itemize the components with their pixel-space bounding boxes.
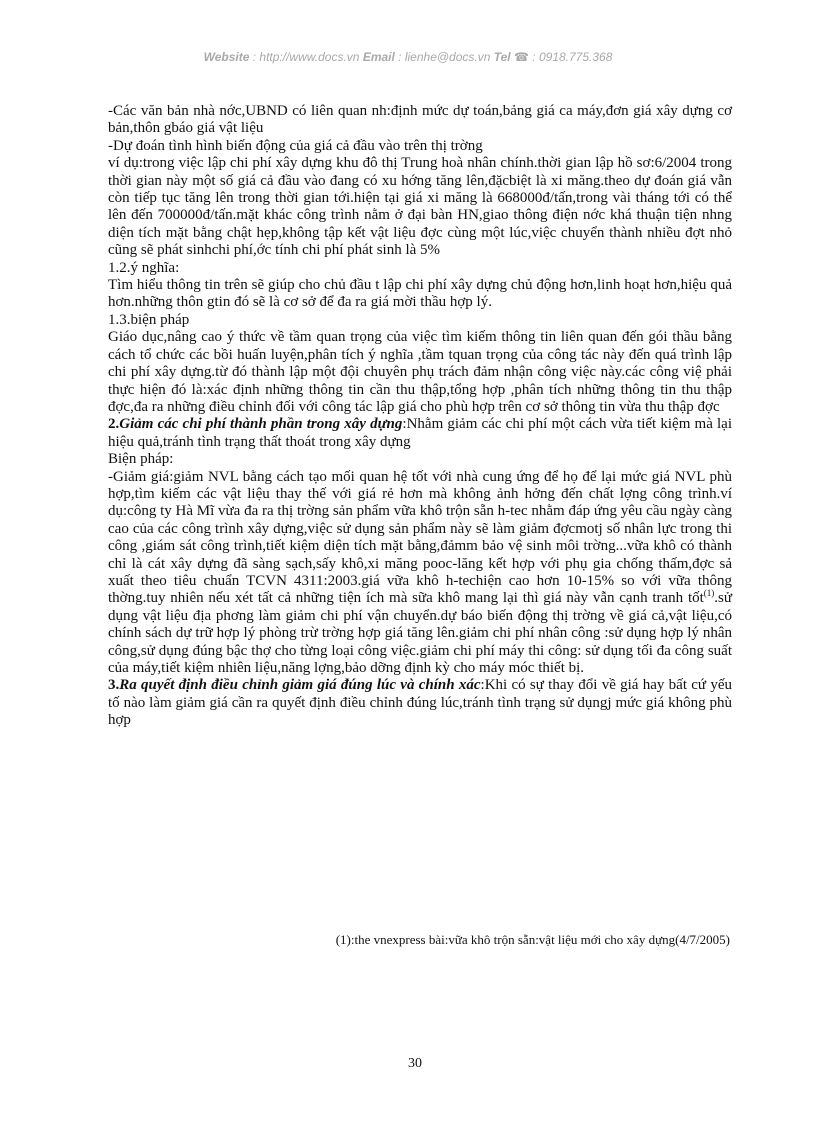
heading-solutions: Biện pháp: xyxy=(108,451,174,468)
website-label: Website xyxy=(203,50,250,64)
paragraph-reduce-price xyxy=(108,469,732,678)
page-number: 30 xyxy=(408,1056,422,1071)
tel-label: Tel xyxy=(493,50,511,64)
page-header xyxy=(0,50,816,64)
paragraph-measures: Giáo dục,nâng cao ý thức về tầm quan trọng của việc tìm kiếm thông tin liên quan đến gói thầu bằng cách tổ chức các bồi huấn luyện,phân tích ý nghĩa ,tầm tquan trọng của công tác này đến quá trình lập chi phí xây dựng.từ đó thành lập một đội chuyên phụ trách đảm nhận công việc này.các công việ phải thực hiện đó là:xác định những thông tin cần thu thập,tổng hợp ,phân tích những thông tin thu thập đợc,đa ra những điều chỉnh đối với công tác lập giá cho phù hợp trên cơ sở thông tin vừa thu thập đợc xyxy=(108,329,732,415)
paragraph-meaning: Tìm hiểu thông tin trên sẽ giúp cho chủ đầu t lập chi phí xây dựng chủ động hơn,linh hoạt hơn,hiệu quả hơn.những thôn gtin đó sẽ là cơ sở để đa ra giá mời thầu hợp lý. xyxy=(108,277,732,311)
reduce-price-text-continued: .sử dụng vật liệu địa phơng làm giảm chi phí vận chuyển.dự báo biến động thị trờng về giá cả,vật liệu,có chính sách dự trữ hợp lý phòng trừ trờng hợp giá tăng lên.giảm chi phí nhân công :sử dụng hợp lý nhân công,sử dụng đúng bậc thợ cho từng loại công việc.giảm chi phí máy thi công: sử dụng tối đa công suất của máy,tiết kiệm nhiên liệu,năng lợng,bảo dỡng định kỳ cho máy móc thiết bị. xyxy=(108,590,732,676)
email-label: Email xyxy=(362,50,395,64)
footnote: (1):the vnexpress bài:vữa khô trộn sẵn:vật liệu mới cho xây dựng(4/7/2005) xyxy=(335,932,730,947)
section-3-title: Ra quyết định điều chỉnh giảm giá đúng lúc và chính xác xyxy=(119,677,481,694)
document-body xyxy=(108,103,732,730)
paragraph-forecast: -Dự đoán tình hình biến động của giá cả đầu vào trên thị trờng xyxy=(108,137,483,154)
paragraph-example: ví dụ:trong việc lập chi phí xây dựng khu đô thị Trung hoà nhân chính.thời gian lập hồ sơ:6/2004 trong thời gian này một số giá cả đầu vào đang có xu hớng tăng lên,đặcbiệt là xi măng.theo dự đoán giá vẫn còn tiếp tục tăng lên trong thời gian tới.hiện tại giá xi măng là 668000đ/tấn,trong vài tháng tới có thể lên đến 700000đ/tấn.mặt khác công trình nằm ở đại bàn HN,giao thông điện nớc khá thuận tiện nhng diện tích mặt bằng chật hẹp,không tập kết vật liệu đợc cùng một lúc,việc chuyển thành nhiều đợt nhỏ cũng sẽ phát sinhchi phí,ớc tính chi phí phát sinh là 5% xyxy=(108,155,732,259)
footnote-reference: (1) xyxy=(703,588,715,599)
heading-measures: 1.3.biện pháp xyxy=(108,311,190,328)
email-value: : lienhe@docs.vn xyxy=(398,50,491,64)
website-value: : http://www.docs.vn xyxy=(252,50,360,64)
section-reduce-costs xyxy=(108,416,732,451)
section-3-number: 3. xyxy=(108,677,120,694)
reduce-price-text: -Giảm giá:giảm NVL bằng cách tạo mối quan hệ tốt với nhà cung ứng để họ để lại mức giá NVL phù hợp,tìm kiếm các vật liệu thay thế với giá rẻ hơn mà không ảnh hởng đến chất lợng công trình.ví dụ:công ty Hà Mĩ vừa đa ra thị trờng sản phẩm vữa khô trộn sẵn h-tec nhằm đáp ứng yêu cầu ngày càng cao của các công trình xây dựng,việc sử dụng sản phẩm này sẽ làm giảm đợcmotj số nhân lực trong thi công ,giám sát công trình,tiết kiệm diện tích mặt bằng,đảmm bảo vệ sinh môi trờng...vữa khô có thành chỉ là cát xây dựng đã sàng sạch,sấy khô,xi măng pooc-lăng kết hợp với phụ gia chống thấm,đợc sả xuất theo tiêu chuẩn TCVN 4311:2003.giá vữa khô h-techiện cao hơn 10-15% so với vữa thông thờng.tuy nhiên nếu xét tất cả những tiện ích mà sữa khô mang lại thì giá này vẫn cạnh tranh tốt xyxy=(108,468,732,607)
section-2-text: :Nhằm giảm các chi phí một cách vừa tiết kiệm mà lại hiệu quả,tránh tình trạng thất thoát trong xây dựng xyxy=(108,416,733,450)
section-price-decision xyxy=(108,677,732,729)
phone-icon: ☎ xyxy=(514,50,529,64)
paragraph-documents: -Các văn bản nhà nớc,UBND có liên quan nh:định mức dự toán,bảng giá ca máy,đơn giá xây dựng cơ bản,thôn gbáo giá vật liệu xyxy=(108,103,732,137)
section-2-title: Giảm các chi phí thành phần trong xây dựng xyxy=(119,416,403,433)
section-3-text: :Khi có sự thay đổi về giá hay bất cứ yếu tố nào làm giảm giá cần ra quyết định điều chỉnh đúng lúc,tránh tình trạng sử dụngj mức giá không phù hợp xyxy=(108,677,732,729)
section-2-number: 2. xyxy=(108,416,120,433)
heading-meaning: 1.2.ý nghĩa: xyxy=(108,259,180,276)
tel-value: : 0918.775.368 xyxy=(532,50,613,64)
